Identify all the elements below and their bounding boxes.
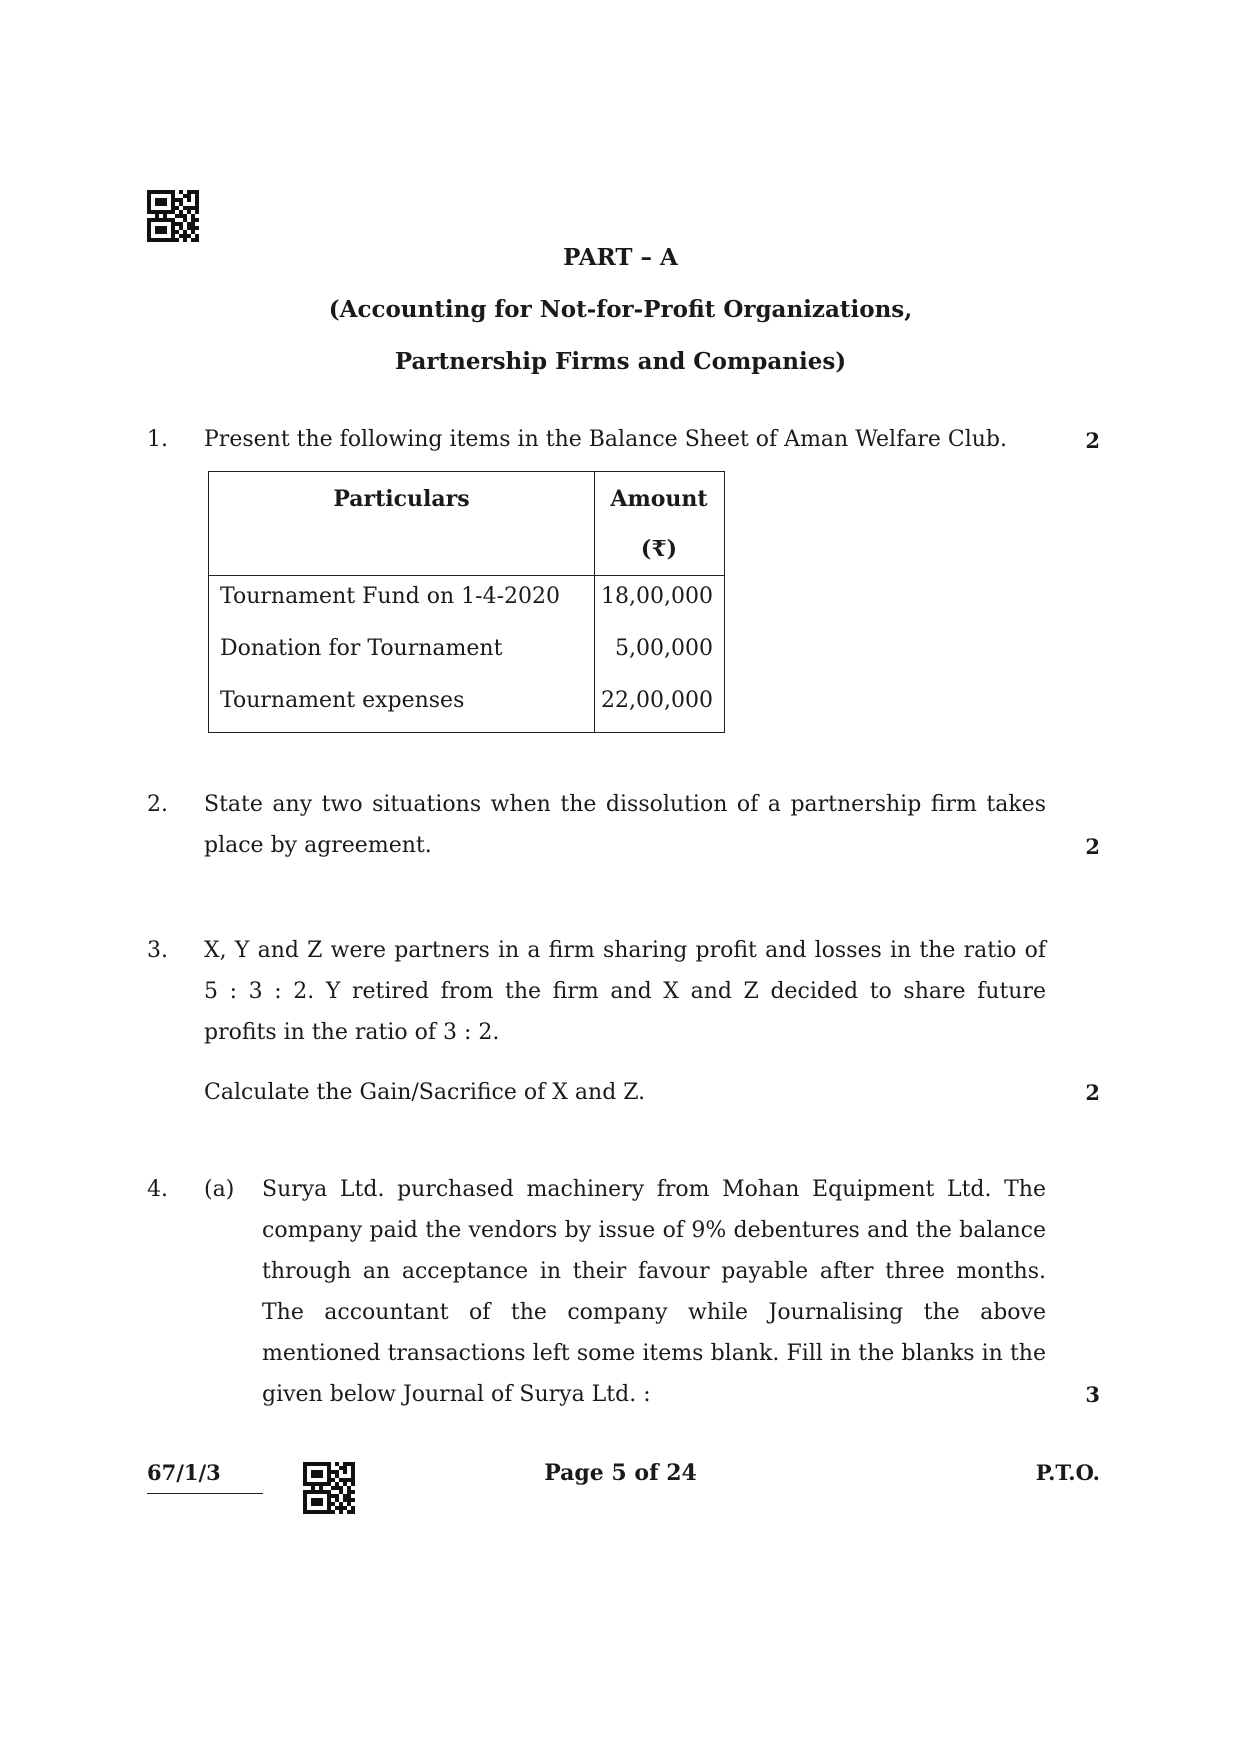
question-1-marks: 2 bbox=[1085, 428, 1100, 453]
question-4-number: 4. bbox=[147, 1177, 168, 1202]
table-row-amount: 5,00,000 bbox=[615, 636, 713, 661]
paper-code-underline bbox=[147, 1493, 263, 1494]
page-number: Page 5 of 24 bbox=[544, 1460, 697, 1486]
question-4-sub-label: (a) bbox=[204, 1177, 235, 1202]
table-row-amount: 22,00,000 bbox=[601, 688, 713, 713]
question-2-number: 2. bbox=[147, 792, 168, 817]
paper-code: 67/1/3 bbox=[147, 1460, 221, 1485]
table-header-amount: Amount bbox=[610, 486, 708, 512]
question-2-marks: 2 bbox=[1085, 834, 1100, 859]
table-row-particular: Donation for Tournament bbox=[220, 636, 503, 661]
table-row-particular: Tournament expenses bbox=[220, 688, 465, 713]
question-4-marks: 3 bbox=[1085, 1382, 1100, 1407]
pto-label: P.T.O. bbox=[1035, 1460, 1100, 1485]
question-1-number: 1. bbox=[147, 427, 168, 452]
question-3-number: 3. bbox=[147, 938, 168, 963]
question-1-text: Present the following items in the Balance Sheet of Aman Welfare Club. bbox=[204, 427, 1007, 452]
question-4-text: Surya Ltd. purchased machinery from Mohan Equipment Ltd. The company paid the vendors by issue of 9% debentures and the balance through an acceptance in their favour payable after three months. The accountant of the company while Journalising the above mentioned transactions left some items blank. Fill in the blanks in the given below Journal of Surya Ltd. : bbox=[262, 1177, 1046, 1407]
part-title: PART – A bbox=[563, 244, 678, 271]
qr-code-icon bbox=[147, 190, 199, 242]
part-subtitle-line1: (Accounting for Not-for-Profit Organizations, bbox=[328, 296, 913, 323]
question-3-instruction: Calculate the Gain/Sacrifice of X and Z. bbox=[204, 1080, 646, 1105]
question-3-text: X, Y and Z were partners in a firm sharing profit and losses in the ratio of 5 : 3 : 2. Y retired from the firm and X and Z decided to share future profits in the ratio of 3 : 2. bbox=[204, 938, 1046, 1045]
table-header-currency: (₹) bbox=[640, 536, 678, 562]
question-2-text: State any two situations when the dissolution of a partnership firm takes place by agreement. bbox=[204, 792, 1046, 858]
table-header-divider bbox=[209, 575, 724, 576]
table-row-particular: Tournament Fund on 1-4-2020 bbox=[220, 584, 561, 609]
table-header-particulars: Particulars bbox=[333, 486, 470, 512]
question-3-marks: 2 bbox=[1085, 1080, 1100, 1105]
table-row-amount: 18,00,000 bbox=[601, 584, 713, 609]
part-subtitle-line2: Partnership Firms and Companies) bbox=[394, 348, 847, 375]
balance-items-table bbox=[208, 471, 725, 733]
